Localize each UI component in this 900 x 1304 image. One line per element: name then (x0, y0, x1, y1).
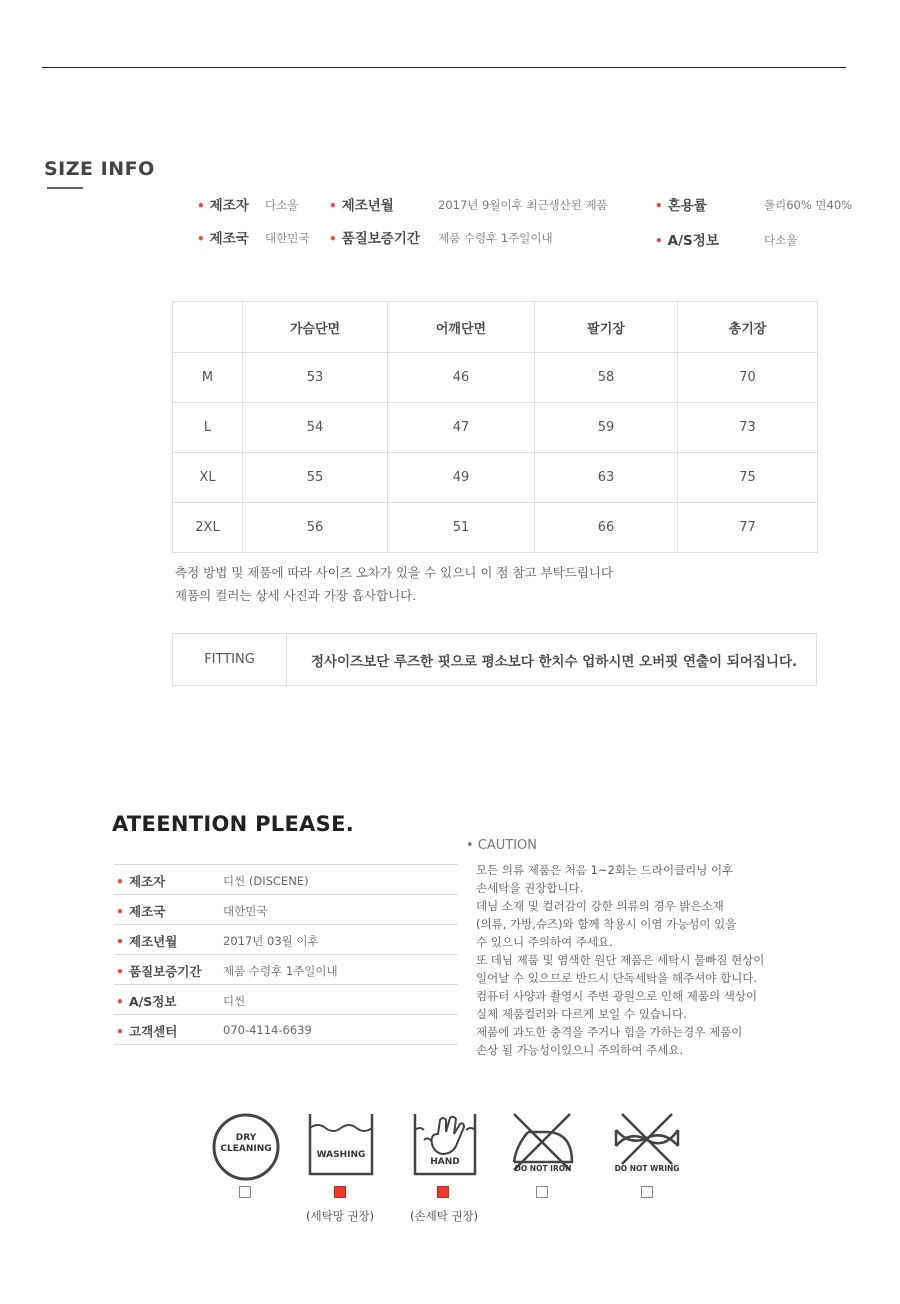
header-cell: 어깨단면 (388, 302, 535, 353)
header-cell: 팔기장 (535, 302, 678, 353)
size-label-cell: 2XL (173, 503, 243, 553)
spec-date-value: 2017년 9월이후 최근생산된 제품 (438, 198, 608, 212)
table-cell: 56 (243, 503, 388, 553)
table-cell: 70 (678, 353, 818, 403)
attention-row (114, 864, 458, 894)
washing-icon (306, 1110, 376, 1180)
spec-country-value: 대한민국 (265, 231, 310, 245)
size-label-cell: XL (173, 453, 243, 503)
spec-blend-value: 폴리60% 면40% (764, 198, 853, 212)
table-cell: 58 (535, 353, 678, 403)
table-cell: 47 (388, 403, 535, 453)
attention-key: • 제조년월 (116, 934, 178, 949)
caution-line: 데님 소재 및 컬러감이 강한 의류의 경우 밝은소재 (476, 899, 724, 913)
table-row (173, 353, 818, 403)
attention-row (114, 1014, 458, 1044)
table-cell: 51 (388, 503, 535, 553)
caution-line: 실제 제품컬러와 다르게 보일 수 있습니다. (476, 1007, 687, 1021)
attention-key: • 제조국 (116, 904, 166, 919)
fitting-table (172, 633, 817, 686)
fitting-row (173, 634, 817, 686)
hand-label: HAND (430, 1157, 460, 1167)
spec-blend-key: • 혼용률 (655, 198, 707, 214)
measurement-note: 측정 방법 및 제품에 따라 사이즈 오차가 있을 수 있으니 이 점 참고 부탁드립니다 (175, 565, 614, 580)
caution-line: (의류, 가방,슈즈)와 함께 착용시 이염 가능성이 있을 (476, 917, 737, 931)
attention-title: ATEENTION PLEASE. (112, 812, 355, 836)
table-cell: 59 (535, 403, 678, 453)
do-not-iron-label: DO NOT IRON (514, 1164, 572, 1173)
hand-wash-checkbox[interactable] (437, 1186, 449, 1198)
do-not-wring-checkbox[interactable] (641, 1186, 653, 1198)
table-row (173, 403, 818, 453)
caution-line: 손세탁을 권장합니다. (476, 881, 584, 895)
attention-value: 대한민국 (223, 904, 268, 918)
attention-value: 디씬 (DISCENE) (223, 874, 309, 888)
caution-line: 모든 의류 제품은 처음 1~2회는 드라이클리닝 이후 (476, 863, 734, 877)
attention-row (114, 984, 458, 1014)
attention-value: 2017년 03월 이후 (223, 934, 319, 948)
size-table (172, 301, 818, 553)
attention-bottom-divider (114, 1044, 458, 1045)
table-row (173, 453, 818, 503)
fitting-label: FITTING (173, 634, 287, 686)
size-info-title: SIZE INFO (44, 158, 155, 180)
spec-warranty-value: 제품 수령후 1주일이내 (438, 231, 553, 245)
caution-line: 일어날 수 있으므로 반드시 단독세탁을 해주셔야 합니다. (476, 971, 758, 985)
attention-value: 디씬 (223, 994, 246, 1008)
caution-line: 또 데님 제품 및 염색한 원단 제품은 세탁시 물빠짐 현상이 (476, 953, 765, 967)
spec-country-key: • 제조국 (197, 231, 249, 247)
spec-warranty-key: • 품질보증기간 (329, 231, 420, 247)
table-cell: 66 (535, 503, 678, 553)
size-info-underline (47, 187, 83, 189)
attention-value: 070-4114-6639 (223, 1023, 312, 1037)
attention-key: • 제조자 (116, 874, 166, 889)
top-divider (42, 67, 846, 68)
table-cell: 73 (678, 403, 818, 453)
dry-cleaning-label-2: CLEANING (220, 1144, 272, 1154)
do-not-iron-checkbox[interactable] (536, 1186, 548, 1198)
washing-recommendation: (세탁망 권장) (306, 1209, 375, 1223)
size-label-cell: L (173, 403, 243, 453)
table-row (173, 503, 818, 553)
table-cell: 55 (243, 453, 388, 503)
dry-cleaning-label-1: DRY (235, 1133, 257, 1143)
dry-cleaning-checkbox[interactable] (239, 1186, 251, 1198)
spec-maker-key: • 제조자 (197, 198, 249, 214)
table-cell: 53 (243, 353, 388, 403)
fitting-description: 정사이즈보단 루즈한 핏으로 평소보다 한치수 업하시면 오버핏 연출이 되어집니다. (287, 634, 817, 686)
spec-as-key: • A/S정보 (655, 233, 719, 249)
attention-row (114, 924, 458, 954)
table-cell: 46 (388, 353, 535, 403)
spec-date-key: • 제조년월 (329, 198, 394, 214)
color-note: 제품의 컬러는 상세 사진과 가장 흡사합니다. (175, 588, 417, 603)
attention-key: • A/S정보 (116, 994, 177, 1009)
caution-line: 수 있으니 주의하여 주세요. (476, 935, 613, 949)
caution-line: 제품에 과도한 충격을 주거나 힘을 가하는경우 제품이 (476, 1025, 743, 1039)
caution-line: 손상 될 가능성이있으니 주의하여 주세요. (476, 1043, 684, 1057)
hand-wash-recommendation: (손세탁 권장) (410, 1209, 479, 1223)
table-cell: 77 (678, 503, 818, 553)
spec-maker-value: 다소울 (265, 198, 299, 212)
washing-checkbox[interactable] (334, 1186, 346, 1198)
caution-title: • CAUTION (466, 838, 538, 853)
table-cell: 54 (243, 403, 388, 453)
table-cell: 49 (388, 453, 535, 503)
hand-wash-icon (410, 1110, 480, 1180)
caution-line: 컴퓨터 사양과 촬영시 주변 광원으로 인해 제품의 색상이 (476, 989, 758, 1003)
washing-label: WASHING (316, 1150, 366, 1160)
attention-value: 제품 수령후 1주일이내 (223, 964, 338, 978)
attention-row (114, 954, 458, 984)
header-cell (173, 302, 243, 353)
size-label-cell: M (173, 353, 243, 403)
header-cell: 가슴단면 (243, 302, 388, 353)
attention-row (114, 894, 458, 924)
table-cell: 75 (678, 453, 818, 503)
attention-key: • 고객센터 (116, 1024, 178, 1039)
spec-as-value: 다소울 (764, 233, 798, 247)
size-table-header-row (173, 302, 818, 353)
header-cell: 총기장 (678, 302, 818, 353)
attention-key: • 품질보증기간 (116, 964, 202, 979)
do-not-wring-label: DO NOT WRING (614, 1164, 680, 1173)
table-cell: 63 (535, 453, 678, 503)
